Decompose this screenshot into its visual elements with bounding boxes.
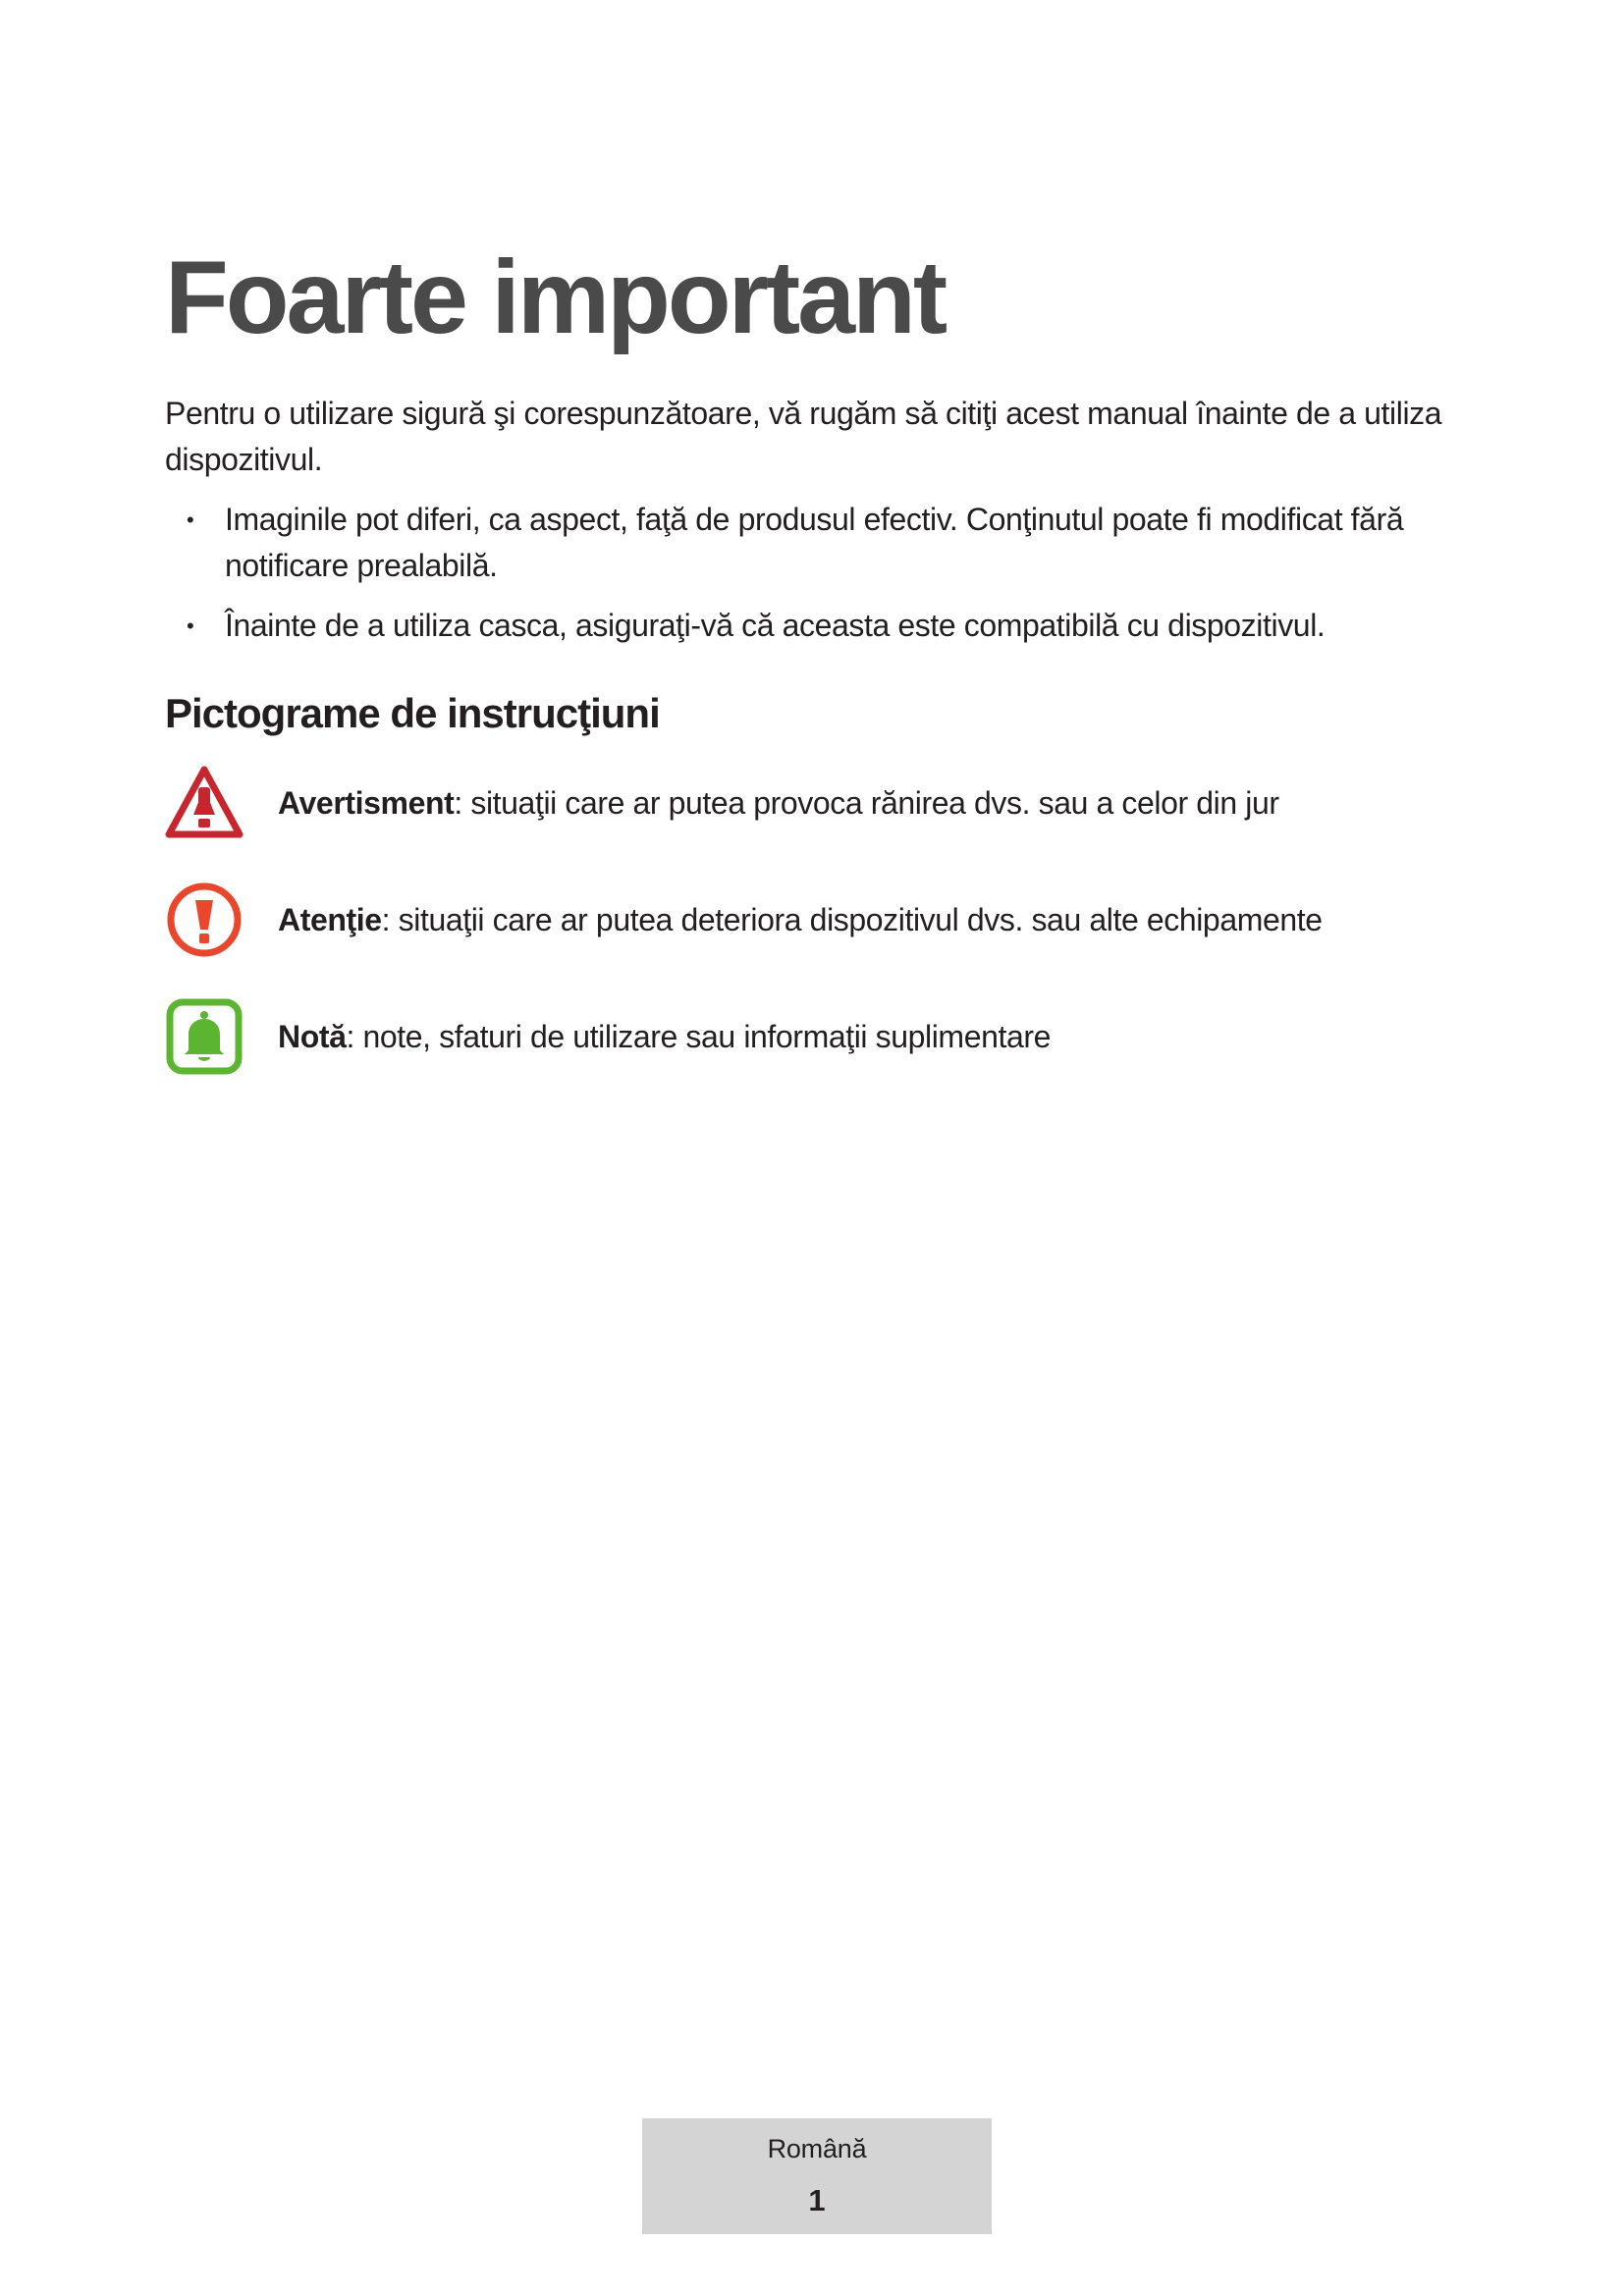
note-label: Notă (278, 1019, 347, 1054)
list-item (165, 497, 1481, 589)
caution-circle-icon (165, 881, 244, 959)
warning-label: Avertisment (278, 785, 455, 821)
note-description: : note, sfaturi de utilizare sau informaţii suplimentare (346, 1019, 1052, 1054)
warning-description: : situaţii care ar putea provoca rănirea dvs. sau a celor din jur (454, 785, 1279, 821)
icon-row-warning (165, 764, 1490, 842)
list-item-text: Înainte de a utiliza casca, asiguraţi-vă că aceasta este compatibilă cu dispozitivul. (225, 608, 1326, 643)
section-heading: Pictograme de instrucţiuni (165, 690, 660, 736)
caution-description: : situaţii care ar putea deteriora dispozitivul dvs. sau alte echipamente (381, 902, 1323, 937)
list-item (165, 603, 1481, 649)
note-bell-icon (165, 997, 244, 1076)
intro-paragraph: Pentru o utilizare sigură şi corespunzătoare, vă rugăm să citiţi acest manual înainte de a utiliza dispozitivul. (165, 396, 1442, 477)
icon-row-caution (165, 881, 1490, 959)
page-title: Foarte important (165, 240, 946, 355)
footer-language: Română (767, 2134, 867, 2163)
page-number: 1 (808, 2183, 826, 2217)
bullet-list (165, 497, 1481, 663)
page-footer (642, 2118, 992, 2234)
caution-label: Atenţie (278, 902, 382, 937)
icon-row-note (165, 997, 1490, 1076)
list-item-text: Imaginile pot diferi, ca aspect, faţă de produsul efectiv. Conţinutul poate fi modificat fără notificare prealabilă. (225, 502, 1404, 583)
warning-triangle-icon (165, 764, 244, 842)
bullet-dot-icon: • (187, 614, 194, 638)
bullet-dot-icon: • (187, 507, 194, 532)
